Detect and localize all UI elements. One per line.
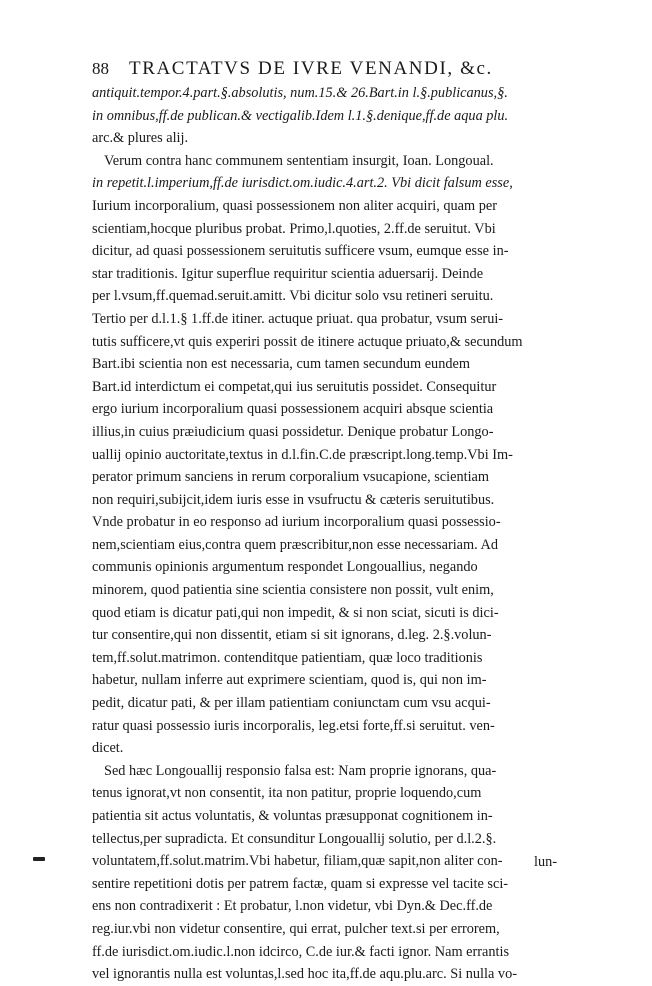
text-line: antiquit.tempor.4.part.§.absolutis, num.15.& 26.Bart.in l.§.publicanus,§. <box>92 85 508 101</box>
text-line: ff.de iurisdict.om.iudic.l.non idcirco, C.de iur.& facti ignor. Nam errantis <box>92 943 510 960</box>
text-line: pedit, dicatur pati, & per illam patientiam coniunctam cum vsu acqui- <box>92 695 491 712</box>
text-line: ens non contradixerit : Et probatur, l.non videtur, vbi Dyn.& Dec.ff.de <box>92 898 493 915</box>
text-line: in omnibus,ff.de publican.& vectigalib.Idem l.1.§.denique,ff.de aqua plu. <box>92 107 509 124</box>
text-line: arc.& plures alij. <box>92 130 189 147</box>
text-line: sentire repetitioni dotis per patrem factæ, quam si expresse vel tacite sci- <box>92 875 509 892</box>
text-line: ratur quasi possessio iuris incorporalis, leg.etsi forte,ff.si seruitut. ven- <box>92 717 495 734</box>
text-line: communis opinionis argumentum respondet Longouallius, negando <box>92 559 478 576</box>
catchword: lun- <box>534 854 558 870</box>
text-line: Iurium incorporalium, quasi possessionem non aliter acquiri, quam per <box>92 197 497 214</box>
page-header <box>92 58 562 80</box>
text-line: scientiam,hocque pluribus probat. Primo,l.quoties, 2.ff.de seruitut. Vbi <box>92 220 496 237</box>
text-line: minorem, quod patientia sine scientia consistere non possit, vult enim, <box>92 582 494 599</box>
text-line: Bart.ibi scientia non est necessaria, cum tamen secundum eundem <box>92 356 470 373</box>
text-line: tellectus,per supradicta. Et consunditur Longouallij solutio, per d.l.2.§. <box>92 830 497 847</box>
text-line: vel ignorantis nulla est voluntas,l.sed hoc ita,ff.de aqu.plu.arc. Si nulla vo- <box>92 966 517 983</box>
text-line: habetur, nullam inferre aut exprimere scientiam, quod is, qui non im- <box>92 672 487 689</box>
text-line: tenus ignorat,vt non consentit, ita non patitur, proprie loquendo,cum <box>92 785 482 802</box>
body-text <box>92 82 568 986</box>
text-line: illius,in cuius præiudicium quasi possidetur. Denique probatur Longo- <box>92 423 494 440</box>
text-line: tur consentire,qui non dissentit, etiam si sit ignorans, d.leg. 2.§.volun- <box>92 627 492 644</box>
text-line: nem,scientiam eius,contra quem præscribitur,non esse necessariam. Ad <box>92 536 498 553</box>
text-line: reg.iur.vbi non videtur consentire, qui errat, pulcher text.si per errorem, <box>92 920 500 937</box>
text-line: tem,ff.solut.matrimon. contenditque patientiam, quæ loco traditionis <box>92 649 483 666</box>
text-line: dicet. <box>92 740 124 757</box>
text-line: patientia sit actus voluntatis, & voluntas præsupponat cognitionem in- <box>92 808 493 824</box>
text-line: uallij opinio auctoritate,textus in d.l.fin.C.de præscript.long.temp.Vbi Im- <box>92 446 513 463</box>
text-line: Tertio per d.l.1.§ 1.ff.de itiner. actuque priuat. qua probatur, vsum serui- <box>92 310 504 327</box>
text-line: in repetit.l.imperium,ff.de iurisdict.om.iudic.4.art.2. Vbi dicit falsum esse, <box>92 175 513 192</box>
text-line: non requiri,subijcit,idem iuris esse in vsufructu & cæteris seruitutibus. <box>92 491 495 508</box>
running-title: TRACTATVS DE IVRE VENANDI, &c. <box>129 58 493 79</box>
text-line: per l.vsum,ff.quemad.seruit.amitt. Vbi dicitur solo vsu retineri seruitu. <box>92 288 494 305</box>
text-line: Sed hæc Longouallij responsio falsa est: Nam proprie ignorans, qua- <box>104 762 497 779</box>
text-line: voluntatem,ff.solut.matrim.Vbi habetur, filiam,quæ sapit,non aliter con- <box>92 853 503 870</box>
text-line: tutis sufficere,vt quis experiri possit de itinere actuque priuato,& secundum <box>92 333 523 350</box>
text-line: star traditionis. Igitur superflue requiritur scientia aduersarij. Deinde <box>92 265 484 282</box>
text-line: Vnde probatur in eo responso ad iurium incorporalium quasi possessio- <box>92 514 501 531</box>
page-number: 88 <box>92 59 109 78</box>
text-line: perator primum sanciens in rerum corporalium vsucapione, scientiam <box>92 469 490 486</box>
ink-mark <box>33 857 45 861</box>
text-line: Bart.id interdictum ei competat,qui ius seruitutis possidet. Consequitur <box>92 378 497 395</box>
text-line: ergo iurium incorporalium quasi possessionem acquiri absque scientia <box>92 401 494 418</box>
text-line: quod etiam is dicatur pati,qui non impedit, & si non sciat, sicuti is dici- <box>92 604 499 621</box>
text-line: dicitur, ad quasi possessionem seruitutis sufficere vsum, eumque esse in- <box>92 243 509 260</box>
text-line: Verum contra hanc communem sententiam insurgit, Ioan. Longoual. <box>104 152 494 169</box>
